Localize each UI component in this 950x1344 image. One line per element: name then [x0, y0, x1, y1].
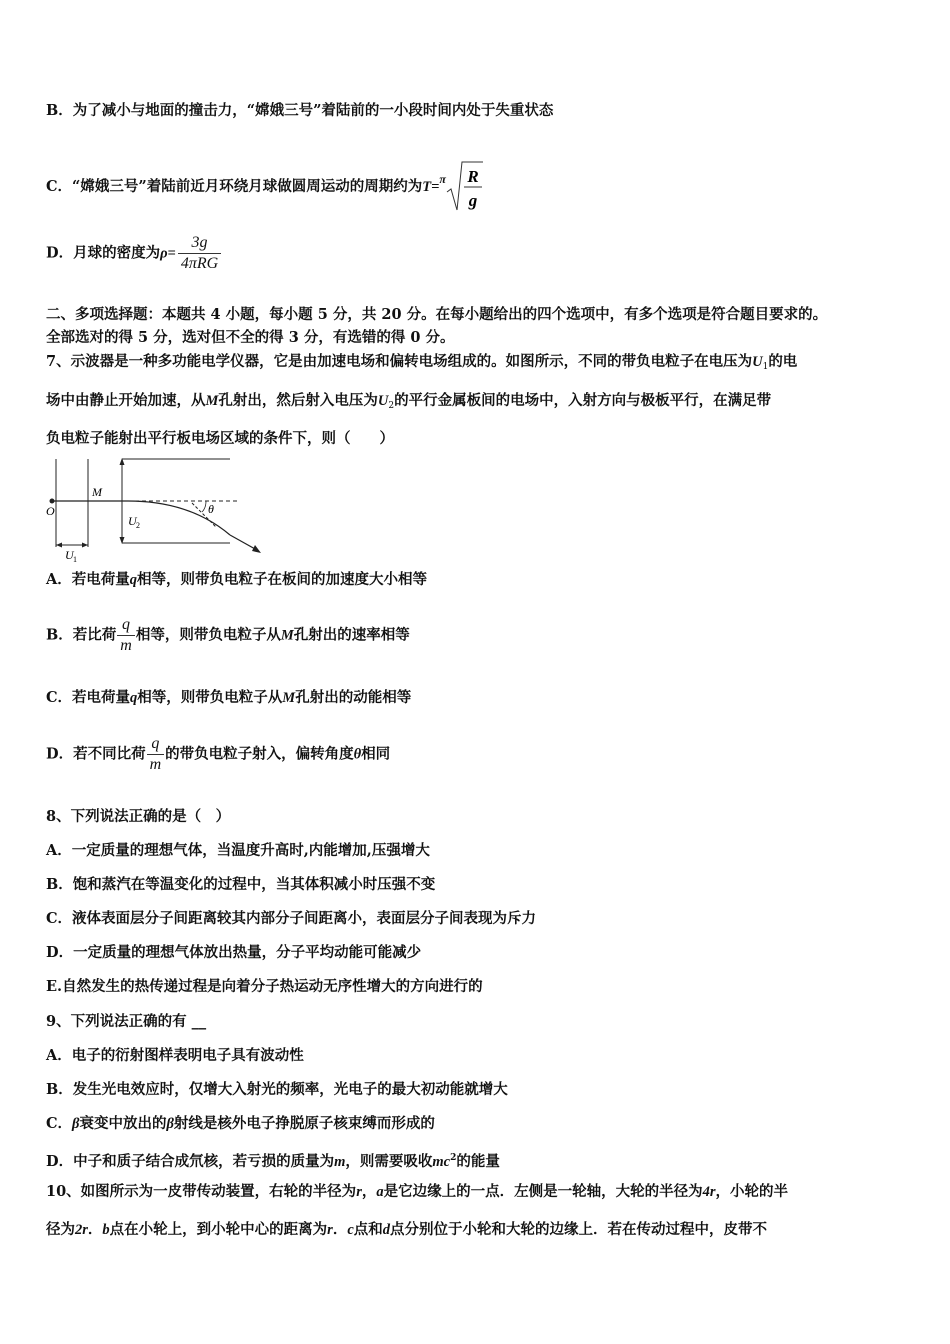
density-numerator: 3g: [178, 234, 221, 254]
q7-stem-line1: 7、示波器是一种多功能电学仪器，它是由加速电场和偏转电场组成的。如图所示，不同的带负电粒子在电压为$U_1$的电: [46, 353, 798, 372]
sqrt-numerator: R: [467, 167, 479, 186]
q8-stem: 8、下列说法正确的是（ ）: [46, 808, 231, 825]
label-theta: θ: [208, 502, 214, 516]
density-denominator: 4πRG: [180, 255, 219, 272]
q6-period-symbol: T=: [422, 179, 440, 195]
label-U1: U: [65, 548, 74, 562]
label-U2-sub: 2: [136, 521, 140, 530]
exit-trajectory: [230, 535, 257, 550]
q7-stem-line2: 场中由静止开始加速，从M孔射出，然后射入电压为$U_2$的平行金属板间的电场中，入射方向与极板平行，在满足带: [46, 392, 772, 411]
q7-option-b: B．若比荷 $\frac{q}{m}$ 相等，则带负电粒子从M孔射出的速率相等: [46, 616, 410, 654]
q8-option-e: E.自然发生的热传递过程是向着分子热运动无序性增大的方向进行的: [46, 978, 483, 995]
section2-line1: 二、多项选择题：本题共 4 小题，每小题 5 分，共 20 分。在每小题给出的四个选项中，有多个选项是符合题目要求的。: [46, 306, 828, 323]
q8-option-b: B．饱和蒸汽在等温变化的过程中，当其体积减小时压强不变: [46, 876, 436, 893]
q6-option-c-text: C．“嫦娥三号”着陆前近月环绕月球做圆周运动的周期约为: [46, 178, 423, 195]
q7-option-a: A．若电荷量q相等，则带负电粒子在板间的加速度大小相等: [46, 571, 427, 588]
particle-trajectory: [128, 501, 230, 535]
q6-option-b: B．为了减小与地面的撞击力，“嫦娥三号”着陆前的一小段时间内处于失重状态: [46, 102, 554, 119]
oscilloscope-diagram: [40, 455, 280, 565]
label-U2: U: [128, 514, 137, 528]
q7-stem-line3: 负电粒子能射出平行板电场区域的条件下，则（ ）: [46, 430, 394, 447]
q7-option-c: C．若电荷量q相等，则带负电粒子从M孔射出的动能相等: [46, 689, 412, 706]
q8-option-a: A．一定质量的理想气体，当温度升高时,内能增加,压强增大: [46, 842, 430, 859]
q7-option-d: D．若不同比荷 $\frac{q}{m}$ 的带负电粒子射入，偏转角度θ相同: [46, 735, 391, 773]
q6-pi: π: [439, 172, 446, 186]
sqrt-denominator: g: [468, 191, 478, 210]
q9-option-c: C．β衰变中放出的β射线是核外电子挣脱原子核束缚而形成的: [46, 1115, 435, 1132]
q9-option-a: A．电子的衍射图样表明电子具有波动性: [46, 1047, 304, 1064]
q8-option-d: D．一定质量的理想气体放出热量，分子平均动能可能减少: [46, 944, 422, 961]
sqrt-sign: [446, 160, 484, 214]
q6-option-d: [46, 234, 223, 273]
label-M: M: [92, 485, 102, 499]
origin-point: [50, 499, 55, 504]
q6-rho: ρ=: [160, 245, 176, 262]
label-O: O: [46, 504, 55, 518]
q9-option-b: B．发生光电效应时，仅增大入射光的频率，光电子的最大初动能就增大: [46, 1081, 508, 1098]
q9-stem: 9、下列说法正确的有 __: [46, 1013, 207, 1030]
label-U1-sub: 1: [73, 555, 77, 564]
density-fraction: [178, 234, 221, 273]
q8-option-c: C．液体表面层分子间距离较其内部分子间距离小，表面层分子间表现为斥力: [46, 910, 537, 927]
q6-option-d-text: D．月球的密度为: [46, 244, 161, 262]
q6-sqrt-formula: [446, 160, 484, 214]
q6-option-c: [46, 160, 484, 214]
q10-stem-line2: 径为2r．b点在小轮上，到小轮中心的距离为r．c点和d点分别位于小轮和大轮的边缘上．若在传动过程中，皮带不: [46, 1221, 767, 1238]
section2-line2: 全部选对的得 5 分，选对但不全的得 3 分，有选错的得 0 分。: [46, 329, 455, 346]
q10-stem-line1: 10、如图所示为一皮带传动装置，右轮的半径为r，a是它边缘上的一点．左侧是一轮轴，大轮的半径为4r，小轮的半: [46, 1183, 788, 1200]
q9-option-d: D．中子和质子结合成氘核，若亏损的质量为m，则需要吸收$mc^2$的能量: [46, 1153, 500, 1170]
